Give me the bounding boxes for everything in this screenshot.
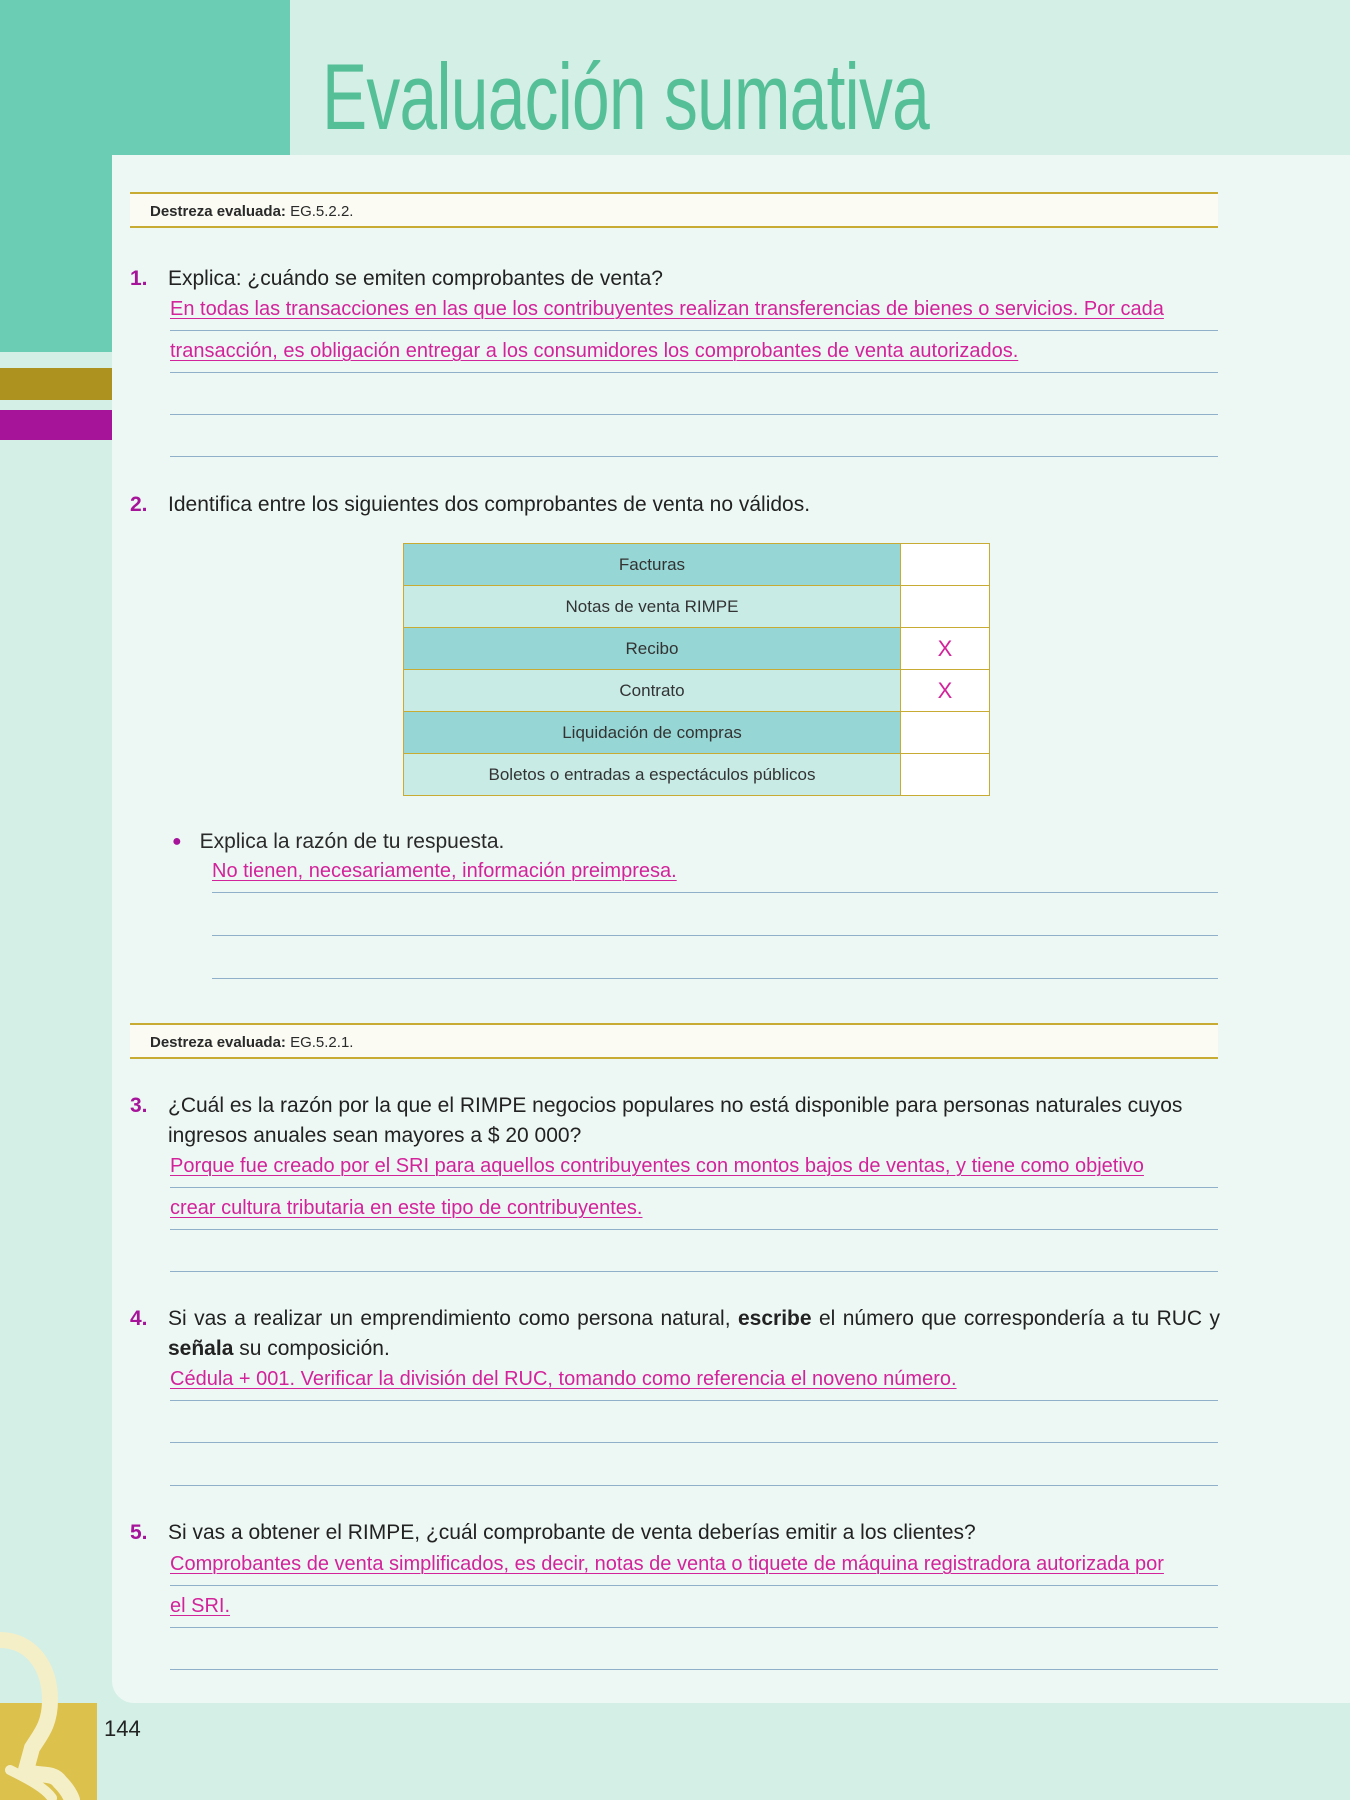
table-cell-label: Facturas xyxy=(404,544,901,586)
question-text: Si vas a obtener el RIMPE, ¿cuál comprobante de venta deberías emitir a los clientes? xyxy=(168,1521,976,1544)
skill-label: Destreza evaluada: xyxy=(150,203,286,220)
table-cell-label: Boletos o entradas a espectáculos públicos xyxy=(404,754,901,796)
skill-header xyxy=(130,1023,1218,1059)
skill-code: EG.5.2.1. xyxy=(290,1034,354,1051)
decorative-magenta-bar xyxy=(0,410,112,440)
table-cell-label: Contrato xyxy=(404,670,901,712)
table-row xyxy=(404,586,990,628)
question-verb: señala xyxy=(168,1337,234,1360)
table-cell-checkbox[interactable] xyxy=(901,754,990,796)
table-row xyxy=(404,712,990,754)
skill-label: Destreza evaluada: xyxy=(150,1034,286,1051)
table-row xyxy=(404,670,990,712)
answer-line[interactable]: Porque fue creado por el SRI para aquellos contribuyentes con montos bajos de ventas, y tiene como objetivo xyxy=(170,1145,1218,1188)
answer-line[interactable]: el SRI. xyxy=(170,1585,1218,1628)
answer-line[interactable]: Comprobantes de venta simplificados, es decir, notas de venta o tiquete de máquina registradora autorizada por xyxy=(170,1543,1218,1586)
decorative-olive-bar xyxy=(0,368,112,400)
question-number: 5. xyxy=(130,1521,148,1544)
question-3 xyxy=(130,1091,1220,1151)
lightbulb-icon xyxy=(0,1620,100,1800)
answer-line[interactable] xyxy=(170,1229,1218,1272)
answer-line[interactable]: crear cultura tributaria en este tipo de contribuyentes. xyxy=(170,1187,1218,1230)
question-verb: Explica xyxy=(168,267,236,290)
answer-line[interactable] xyxy=(170,1400,1218,1443)
table-cell-label: Notas de venta RIMPE xyxy=(404,586,901,628)
table-row xyxy=(404,754,990,796)
table-cell-checkbox[interactable] xyxy=(901,544,990,586)
answer-line[interactable]: En todas las transacciones en las que los contribuyentes realizan transferencias de bienes o servicios. Por cada xyxy=(170,288,1218,331)
answer-line[interactable] xyxy=(170,372,1218,415)
bullet-icon: ● xyxy=(172,833,182,850)
question-number: 1. xyxy=(130,267,148,290)
question-2 xyxy=(130,490,1220,520)
page-title: Evaluación sumativa xyxy=(322,44,930,149)
question-number: 3. xyxy=(130,1094,148,1117)
table-row xyxy=(404,544,990,586)
answer-line[interactable] xyxy=(212,893,1218,936)
page-number: 144 xyxy=(104,1716,141,1741)
answer-line[interactable]: transacción, es obligación entregar a los consumidores los comprobantes de venta autorizados. xyxy=(170,330,1218,373)
table-cell-label: Liquidación de compras xyxy=(404,712,901,754)
table-cell-checkbox[interactable] xyxy=(901,586,990,628)
answer-line[interactable] xyxy=(170,1443,1218,1486)
question-text: la razón de tu respuesta. xyxy=(267,830,505,853)
question-text: ¿Cuál es la razón por la que el RIMPE negocios populares no está disponible para personas naturales cuyos ingresos anuales sean mayores a $ 20 000? xyxy=(168,1094,1183,1147)
question-verb: escribe xyxy=(737,1307,812,1330)
skill-code: EG.5.2.2. xyxy=(290,203,354,220)
question-text: entre los siguientes dos comprobantes de venta no válidos. xyxy=(252,493,811,516)
question-4: 4. Si vas a realizar un emprendimiento como persona natural, escribe el número que correspondería a tu RUC y señala su composición. xyxy=(130,1304,1220,1364)
table-cell-checkbox[interactable]: X xyxy=(901,670,990,712)
answer-line[interactable] xyxy=(212,936,1218,979)
question-number: 2. xyxy=(130,493,148,516)
question-verb: Identifica xyxy=(168,493,253,516)
answer-line[interactable] xyxy=(170,414,1218,457)
table-cell-checkbox[interactable] xyxy=(901,712,990,754)
table-cell-checkbox[interactable]: X xyxy=(901,628,990,670)
answer-line[interactable]: Cédula + 001. Verificar la división del RUC, tomando como referencia el noveno número. xyxy=(170,1358,1218,1401)
skill-header xyxy=(130,192,1218,228)
answer-line[interactable]: No tienen, necesariamente, información preimpresa. xyxy=(212,850,1218,893)
table-row xyxy=(404,628,990,670)
question-number: 4. xyxy=(130,1307,148,1330)
receipts-table xyxy=(403,543,990,796)
question-verb: Explica xyxy=(199,830,268,853)
table-cell-label: Recibo xyxy=(404,628,901,670)
answer-line[interactable] xyxy=(170,1627,1218,1670)
question-text: : ¿cuándo se emiten comprobantes de venta? xyxy=(235,267,663,290)
